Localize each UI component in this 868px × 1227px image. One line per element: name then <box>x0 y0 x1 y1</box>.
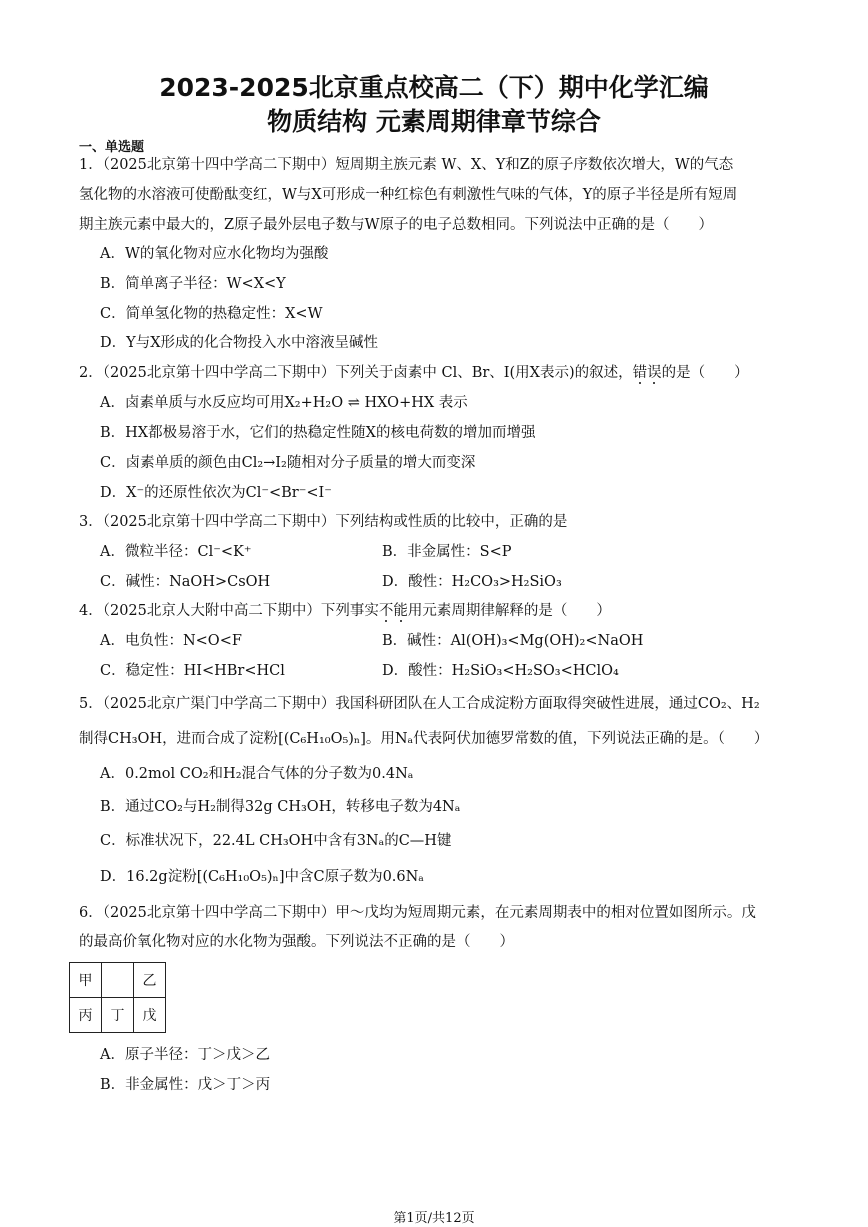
table-cell: 乙 <box>134 963 166 998</box>
table-cell: 丁 <box>102 998 134 1033</box>
q2-option-b: B．HX都极易溶于水，它们的热稳定性随X的核电荷数的增加而增强 <box>100 425 536 441</box>
emphasis-char: 误 <box>647 365 662 381</box>
q1-line-2: 氢化物的水溶液可使酚酞变红，W与X可形成一种红棕色有刺激性气味的气体，Y的原子半径是所有短周 <box>79 187 738 203</box>
q6-option-b: B．非金属性：戊＞丁＞丙 <box>100 1077 271 1093</box>
q1-option-d: D．Y与X形成的化合物投入水中溶液呈碱性 <box>100 335 379 351</box>
q1-option-a: A．W的氧化物对应水化物均为强酸 <box>100 246 329 262</box>
q6-line-1: 6．（2025北京第十四中学高二下期中）甲～戊均为短周期元素，在元素周期表中的相对位置如图所示。戊 <box>79 905 756 921</box>
q1-line-3: 期主族元素中最大的，Z原子最外层电子数与W原子的电子总数相同。下列说法中正确的是（ ） <box>79 217 713 233</box>
q3-option-a: A．微粒半径：Cl⁻<K⁺ <box>100 544 252 560</box>
q4-option-b: B．碱性：Al(OH)₃<Mg(OH)₂<NaOH <box>382 633 644 649</box>
table-cell: 丙 <box>70 998 102 1033</box>
q3-line-1: 3．（2025北京第十四中学高二下期中）下列结构或性质的比较中，正确的是 <box>79 514 568 530</box>
page-footer: 第1页/共12页 <box>393 1211 475 1226</box>
q5-option-a: A．0.2mol CO₂和H₂混合气体的分子数为0.4Nₐ <box>100 766 414 782</box>
periodic-position-table <box>69 962 166 1033</box>
q1-option-c: C．简单氢化物的热稳定性：X<W <box>100 306 323 322</box>
title-line-2: 物质结构 元素周期律章节综合 <box>267 107 601 136</box>
q3-option-d: D．酸性：H₂CO₃>H₂SiO₃ <box>382 574 562 590</box>
q4-option-a: A．电负性：N<O<F <box>100 633 242 649</box>
q4-option-d: D．酸性：H₂SiO₃<H₂SO₃<HClO₄ <box>382 663 619 679</box>
q5-option-b: B．通过CO₂与H₂制得32g CH₃OH，转移电子数为4Nₐ <box>100 799 461 815</box>
q6-line-2: 的最高价氧化物对应的水化物为强酸。下列说法不正确的是（ ） <box>79 934 514 950</box>
table-cell: 甲 <box>70 963 102 998</box>
emphasis-char: 不 <box>378 603 394 619</box>
table-cell <box>102 963 134 998</box>
table-cell: 戊 <box>134 998 166 1033</box>
q2-option-a: A．卤素单质与水反应均可用X₂+H₂O ⇌ HXO+HX 表示 <box>100 395 468 411</box>
q2-option-c: C．卤素单质的颜色由Cl₂→I₂随相对分子质量的增大而变深 <box>100 455 476 471</box>
emphasis-char: 错 <box>632 365 648 381</box>
q3-option-b: B．非金属性：S<P <box>382 544 512 560</box>
q2-option-d: D．X⁻的还原性依次为Cl⁻<Br⁻<I⁻ <box>100 485 332 501</box>
emphasis-char: 能 <box>393 603 408 619</box>
q5-option-c: C．标准状况下，22.4L CH₃OH中含有3Nₐ的C—H键 <box>100 833 452 849</box>
q5-line-2: 制得CH₃OH，进而合成了淀粉[(C₆H₁₀O₅)ₙ]。用Nₐ代表阿伏加德罗常数的值，下列说法正确的是。（ ） <box>79 731 769 747</box>
q5-line-1: 5．（2025北京广渠门中学高二下期中）我国科研团队在人工合成淀粉方面取得突破性进展，通过CO₂、H₂ <box>79 696 760 712</box>
q3-option-c: C．碱性：NaOH>CsOH <box>100 574 271 590</box>
q4-option-c: C．稳定性：HI<HBr<HCl <box>100 663 285 679</box>
q5-option-d: D．16.2g淀粉[(C₆H₁₀O₅)ₙ]中含C原子数为0.6Nₐ <box>100 869 424 885</box>
q4-line-1: 4．（2025北京人大附中高二下期中）下列事实不能用元素周期律解释的是（ ） <box>79 603 611 619</box>
title-line-1: 2023-2025北京重点校高二（下）期中化学汇编 <box>159 73 709 102</box>
q1-line-1: 1．（2025北京第十四中学高二下期中）短周期主族元素 W、X、Y和Z的原子序数依次增大，W的气态 <box>79 157 734 173</box>
q2-line-1: 2．（2025北京第十四中学高二下期中）下列关于卤素中 Cl、Br、I(用X表示)的叙述，错误的是（ ） <box>79 365 749 381</box>
q6-option-a: A．原子半径：丁＞戊＞乙 <box>100 1047 270 1063</box>
section-heading: 一、单选题 <box>79 140 145 155</box>
q1-option-b: B．简单离子半径：W<X<Y <box>100 276 286 292</box>
